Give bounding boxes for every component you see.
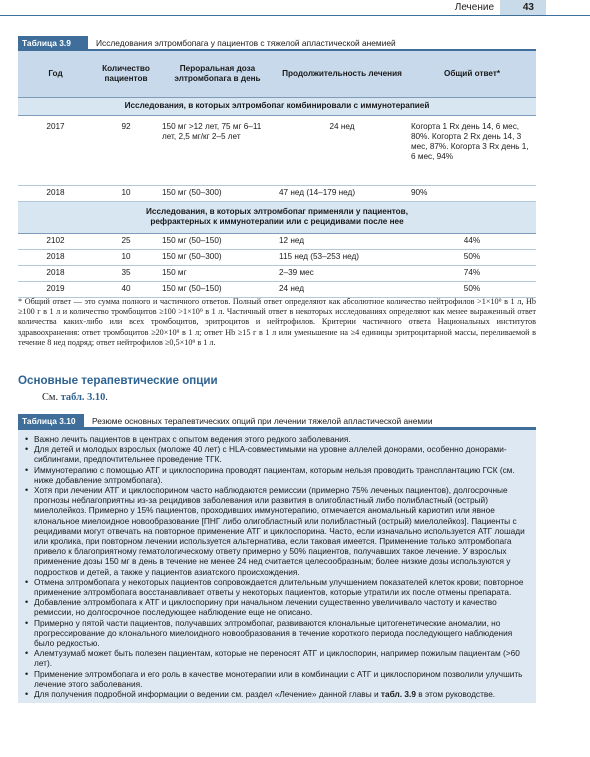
table-row: [18, 185, 536, 201]
see-reference: [42, 392, 108, 403]
cell-patients: 10: [93, 249, 159, 265]
cell-response: 44%: [408, 233, 536, 249]
cell-duration: 24 нед: [276, 281, 408, 297]
cell-duration: 115 нед (53–253 нед): [276, 249, 408, 265]
cell-dose: 150 мг (50–150): [159, 233, 276, 249]
table-number: Таблица 3.10: [18, 414, 84, 427]
list-item: • Хотя при лечении АТГ и циклоспорином часто наблюдаются ремиссии (примерно 75% леченых пациентов), долгосрочные прогнозы неблагоприятны из-за рецидивов заболевания или развития в олигобластный либо полибластный (острый) миелолейкоз. Примерно у 15% пациентов, проходивших иммунотерапию, отмечается аномальный кариотип или явное клональное миелоидное новообразование [ПНГ либо олигобластный или полибластный (острый) миелолейкоз]. Пациенты с рецидивами могут отвечать на повторное применение АТГ и циклоспорина. Часто, если изначально используется АТГ лошади или кролика, при повторном лечении используется альтернатива, если таковая имеется. Применение только элтромбопага привело к благоприятному гематологическому ответу примерно у 50% пациентов, получавших такое лечение. У взрослых применение дозы 150 мг в день в течение не менее 24 нед считается целесообразным; более низкие дозы используются у подростков и детей, а также у пациентов азиатского происхождения.: [25, 485, 532, 577]
col-duration-header: Продолжительность лечения: [276, 51, 408, 97]
cell-dose: 150 мг (50–300): [159, 249, 276, 265]
cell-response: 90%: [408, 185, 536, 201]
cell-patients: 10: [93, 185, 159, 201]
table-row: [18, 233, 536, 249]
list-item: • Иммунотерапию с помощью АТГ и циклоспорина проводят пациентам, которым нельзя проводить трансплантацию ГСК (см. ниже добавление элтромбопага).: [25, 465, 532, 485]
list-item: [25, 689, 532, 699]
cell-patients: 92: [93, 115, 159, 185]
list-item: • Важно лечить пациентов в центрах с опытом ведения этого редкого заболевания.: [25, 434, 532, 444]
col-year-header: Год: [18, 51, 93, 97]
table-grid: [18, 51, 536, 298]
page-number: 43: [522, 2, 534, 13]
cell-dose: 150 мг (50–300): [159, 185, 276, 201]
table-row: [18, 115, 536, 185]
table-title: Резюме основных терапевтических опций при лечении тяжелой апластической анемии: [92, 415, 433, 426]
col-dose-header: Пероральная доза элтромбопага в день: [159, 51, 276, 97]
col-response-header: Общий ответ*: [408, 51, 536, 97]
cell-year: 2019: [18, 281, 93, 297]
cell-response: Когорта 1 Rx день 14, 6 мес, 80%. Когорта 2 Rx день 14, 3 мес, 87%. Когорта 3 Rx день 1, 6 мес, 94%: [408, 115, 536, 185]
cell-patients: 25: [93, 233, 159, 249]
col-patients-header: Количество пациентов: [93, 51, 159, 97]
cell-response: 74%: [408, 265, 536, 281]
group-heading: Исследования, в которых элтромбопаг комбинировали с иммунотерапией: [18, 97, 536, 115]
cell-patients: 40: [93, 281, 159, 297]
cell-dose: 150 мг >12 лет, 75 мг 6–11 лет, 2,5 мг/кг 2–5 лет: [159, 115, 276, 185]
list-item: • Отмена элтромбопага у некоторых пациентов сопровождается длительным улучшением показателей клеток крови; повторное применение элтромбопага восстанавливает ответы у некоторых пациентов, которые утратили их после отмены препарата.: [25, 577, 532, 597]
table-row: [18, 281, 536, 297]
section-heading: Основные терапевтические опции: [18, 374, 218, 387]
table-row: [18, 265, 536, 281]
running-section-title: Лечение: [454, 2, 494, 13]
table-caption: [18, 36, 536, 49]
cell-patients: 35: [93, 265, 159, 281]
table-number: Таблица 3.9: [18, 36, 88, 49]
cell-response: 50%: [408, 249, 536, 265]
table-3-9: [18, 36, 536, 298]
see-suffix: .: [105, 392, 108, 403]
cell-duration: 47 нед (14–179 нед): [276, 185, 408, 201]
cell-response: 50%: [408, 281, 536, 297]
cell-dose: 150 мг: [159, 265, 276, 281]
table-3-10: [18, 414, 536, 703]
list-item: • Применение элтромбопага и его роль в качестве монотерапии или в комбинации с АТГ и циклоспорином позволили улучшить лечение этого заболевания.: [25, 669, 532, 689]
options-list: [18, 430, 536, 703]
cell-year: 2018: [18, 249, 93, 265]
cell-dose: 150 мг (50–150): [159, 281, 276, 297]
last-item-prefix: Для получения подробной информации о ведении см. раздел «Лечение» данной главы и: [34, 689, 381, 700]
list-item: • Добавление элтромбопага к АТГ и циклоспорину при начальном лечении существенно увеличивало частоту и качество ремиссии, но долгосрочное последующее наблюдение еще не описано.: [25, 597, 532, 617]
cell-duration: 2–39 мес: [276, 265, 408, 281]
cell-duration: 24 нед: [276, 115, 408, 185]
cell-year: 2017: [18, 115, 93, 185]
list-item: • Алемтузумаб может быть полезен пациентам, которые не переносят АТГ и циклоспорин, например пожилым пациентам (>60 лет).: [25, 648, 532, 668]
cell-year: 2018: [18, 265, 93, 281]
table-3-9-link[interactable]: табл. 3.9: [380, 689, 416, 700]
last-item-suffix: в этом руководстве.: [415, 689, 496, 700]
group-row: [18, 201, 536, 233]
cell-year: 2018: [18, 185, 93, 201]
table-caption: [18, 414, 536, 427]
group-row: [18, 97, 536, 115]
running-header: [0, 0, 590, 16]
table-footnote: * Общий ответ — это сумма полного и частичного ответов. Полный ответ определяют как абсолютное количество нейтрофилов >1×10⁹ в 1 л, Hb ≥100 г в 1 л и количество тромбоцитов ≥100 >1×10⁹ в 1 л. Частичный ответ в некоторых исследованиях определяют как менее выраженный ответ количества каких-либо или всех тромбоцитов, эритроцитов и нейтрофилов. Критерии частичного ответа Национальных институтов здравоохранения: ответ тромбоцитов ≥20×10⁹ в 1 л; ответ Hb ≥15 г в 1 л или уменьшение на ≥4 единицы эритроцитарной массы, переливаемой в течение 8 нед подряд; ответ нейтрофилов ≥0,5×10⁹ в 1 л.: [18, 297, 536, 347]
cell-year: 2102: [18, 233, 93, 249]
header-rule: [0, 15, 590, 16]
table-3-10-link[interactable]: табл. 3.10: [60, 392, 106, 403]
cell-duration: 12 нед: [276, 233, 408, 249]
table-row: [18, 249, 536, 265]
group-heading: Исследования, в которых элтромбопаг применяли у пациентов, рефрактерных к иммунотерапии или с рецидивами после нее: [18, 201, 536, 233]
list-item: • Для детей и молодых взрослых (моложе 40 лет) с HLA-совместимыми на уровне аллелей донорами, особенно донорами-сиблингами, предпочтительнее проведение ТГК.: [25, 444, 532, 464]
header-row: [18, 51, 536, 97]
list-item: • Примерно у пятой части пациентов, получавших элтромбопаг, развиваются клональные цитогенетические аномалии, но прогрессирование до клонального миелоидного новообразования в течение короткого периода последующего наблюдения было редкостью.: [25, 618, 532, 649]
see-prefix: См.: [42, 392, 61, 403]
table-title: Исследования элтромбопага у пациентов с тяжелой апластической анемией: [96, 37, 396, 48]
